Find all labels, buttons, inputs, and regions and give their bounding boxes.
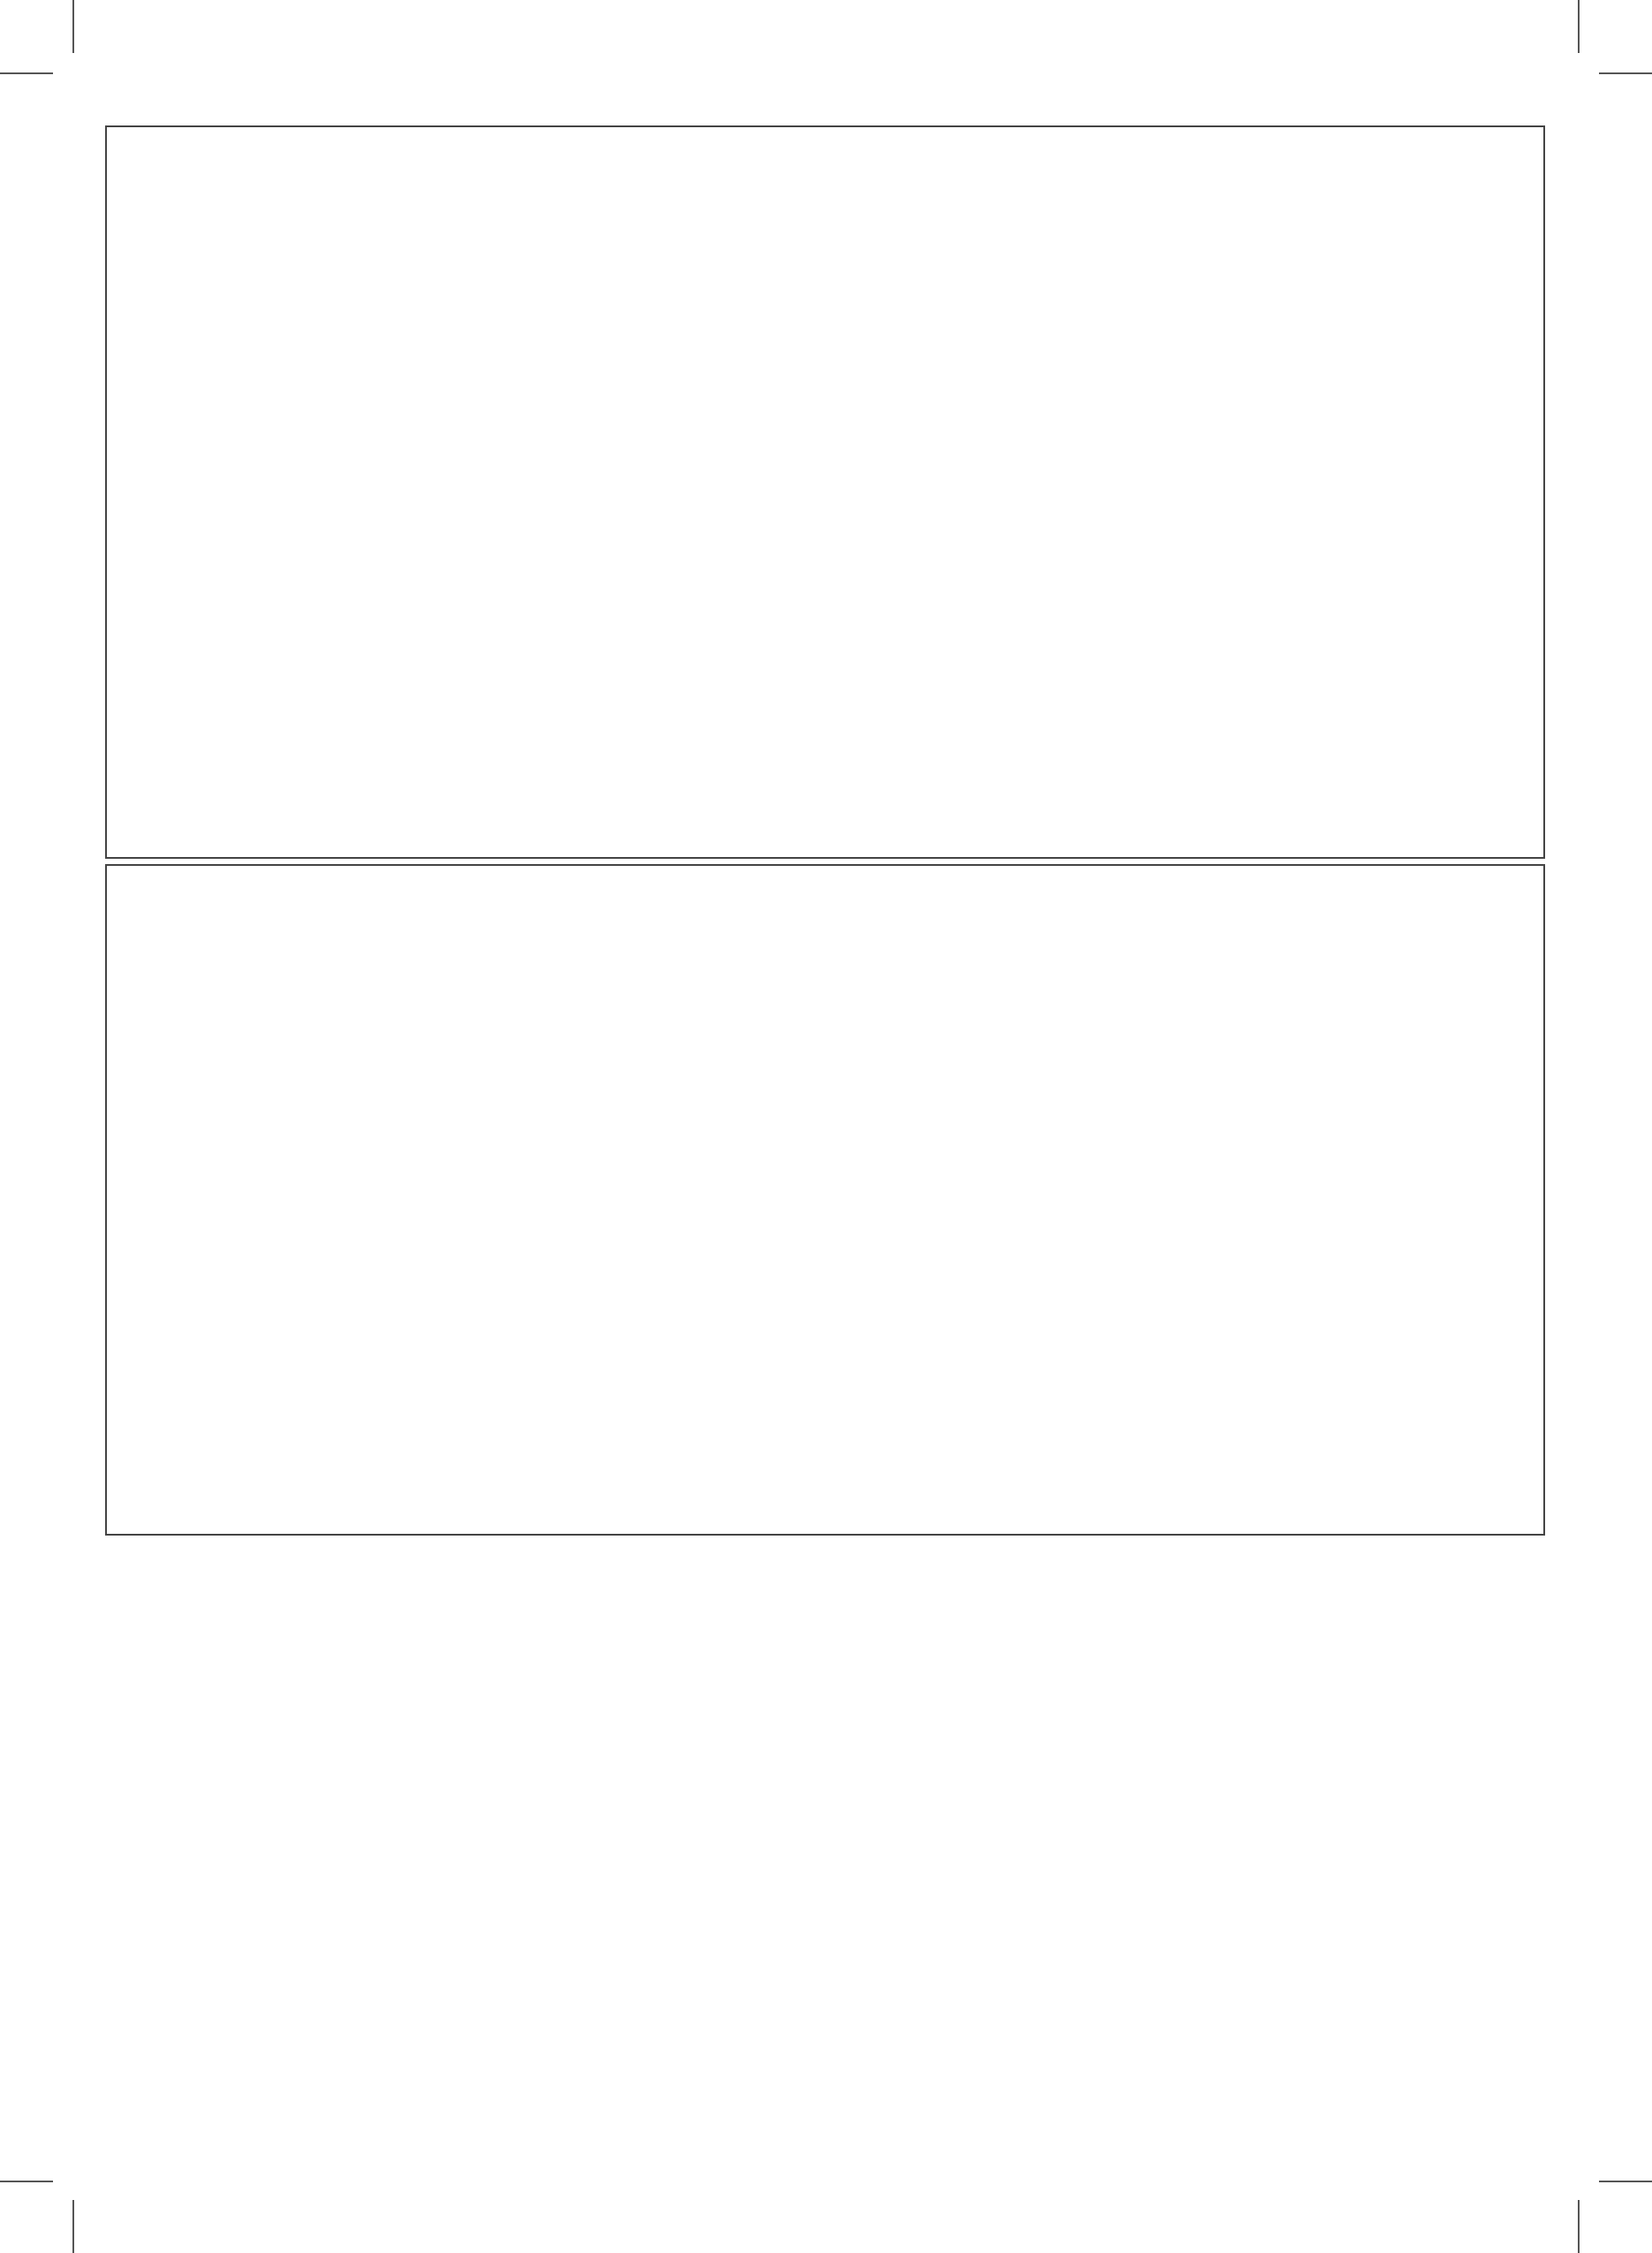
crop-mark [0, 72, 53, 74]
repair-sheet [105, 864, 1545, 1536]
qr-code [190, 1919, 391, 2120]
coupon-sheet [105, 125, 1545, 859]
crop-mark [1599, 2181, 1652, 2182]
crop-mark [0, 2181, 53, 2182]
crop-mark [1578, 2200, 1580, 2253]
crop-mark [1578, 0, 1580, 53]
crop-mark [72, 2200, 74, 2253]
crop-mark [72, 0, 74, 53]
crop-mark [1599, 72, 1652, 74]
